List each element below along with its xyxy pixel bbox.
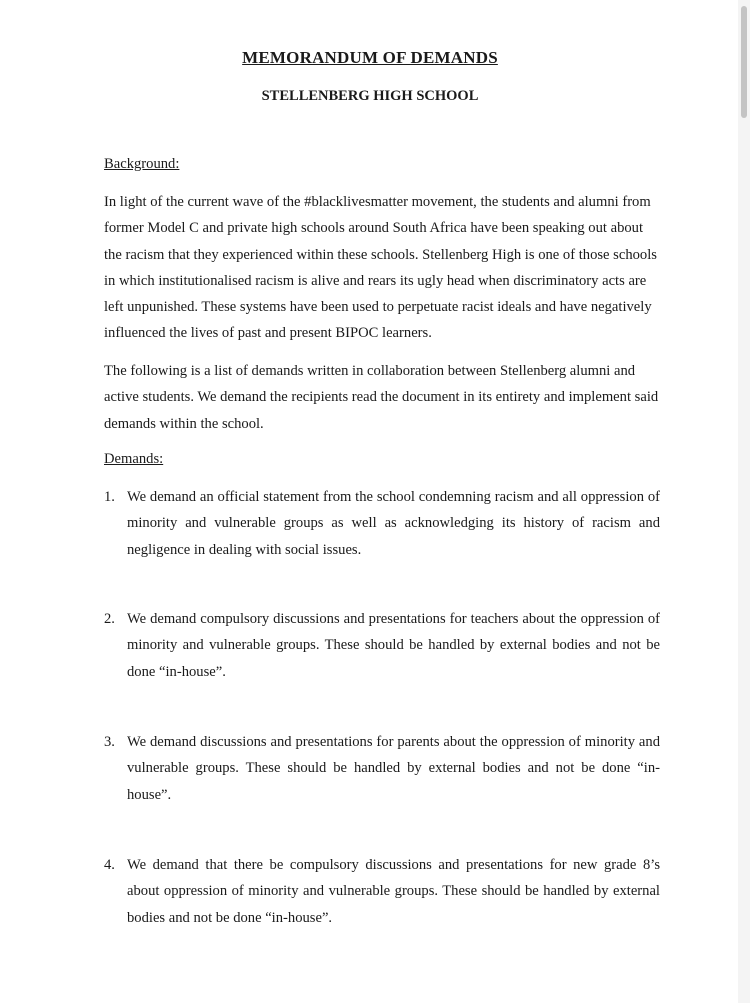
demand-item-3 [104,729,660,808]
vertical-scrollbar[interactable] [738,0,750,1003]
demand-item-1 [104,484,660,563]
demand-item-4 [104,852,660,931]
demand-text: We demand compulsory discussions and presentations for teachers about the oppression of minority and vulnerable groups. These should be handled by external bodies and not be done “in-house”. [127,611,660,680]
scrollbar-thumb[interactable] [741,6,747,118]
demand-text: We demand that there be compulsory discussions and presentations for new grade 8’s about oppression of minority and vulnerable groups. These should be handled by external bodies and not be done “in-house”. [127,857,660,926]
demand-number: 4. [104,857,115,873]
demand-item-2 [104,606,660,685]
background-heading: Background: [104,156,180,172]
demands-heading: Demands: [104,451,164,467]
demand-number: 2. [104,611,115,627]
demand-text: We demand discussions and presentations for parents about the oppression of minority and vulnerable groups. These should be handled by external bodies and not be done “in-house”. [127,734,660,803]
background-paragraph-2: The following is a list of demands written in collaboration between Stellenberg alumni and active students. We demand the recipients read the document in its entirety and implement said demands within the school. [104,363,659,432]
background-paragraph-1: In light of the current wave of the #blacklivesmatter movement, the students and alumni from former Model C and private high schools around South Africa have been speaking out about the racism that they experienced within these schools. Stellenberg High is one of those schools in which institutionalised racism is alive and rears its ugly head when discriminatory acts are left unpunished. These systems have been used to perpetuate racist ideals and have negatively influenced the lives of past and present BIPOC learners. [104,194,657,342]
demand-number: 1. [104,489,115,505]
demand-number: 3. [104,734,115,750]
document-subtitle: STELLENBERG HIGH SCHOOL [261,88,479,104]
document-title: MEMORANDUM OF DEMANDS [242,48,498,67]
demand-text: We demand an official statement from the school condemning racism and all oppression of minority and vulnerable groups as well as acknowledging its history of racism and negligence in dealing with social issues. [127,489,660,558]
